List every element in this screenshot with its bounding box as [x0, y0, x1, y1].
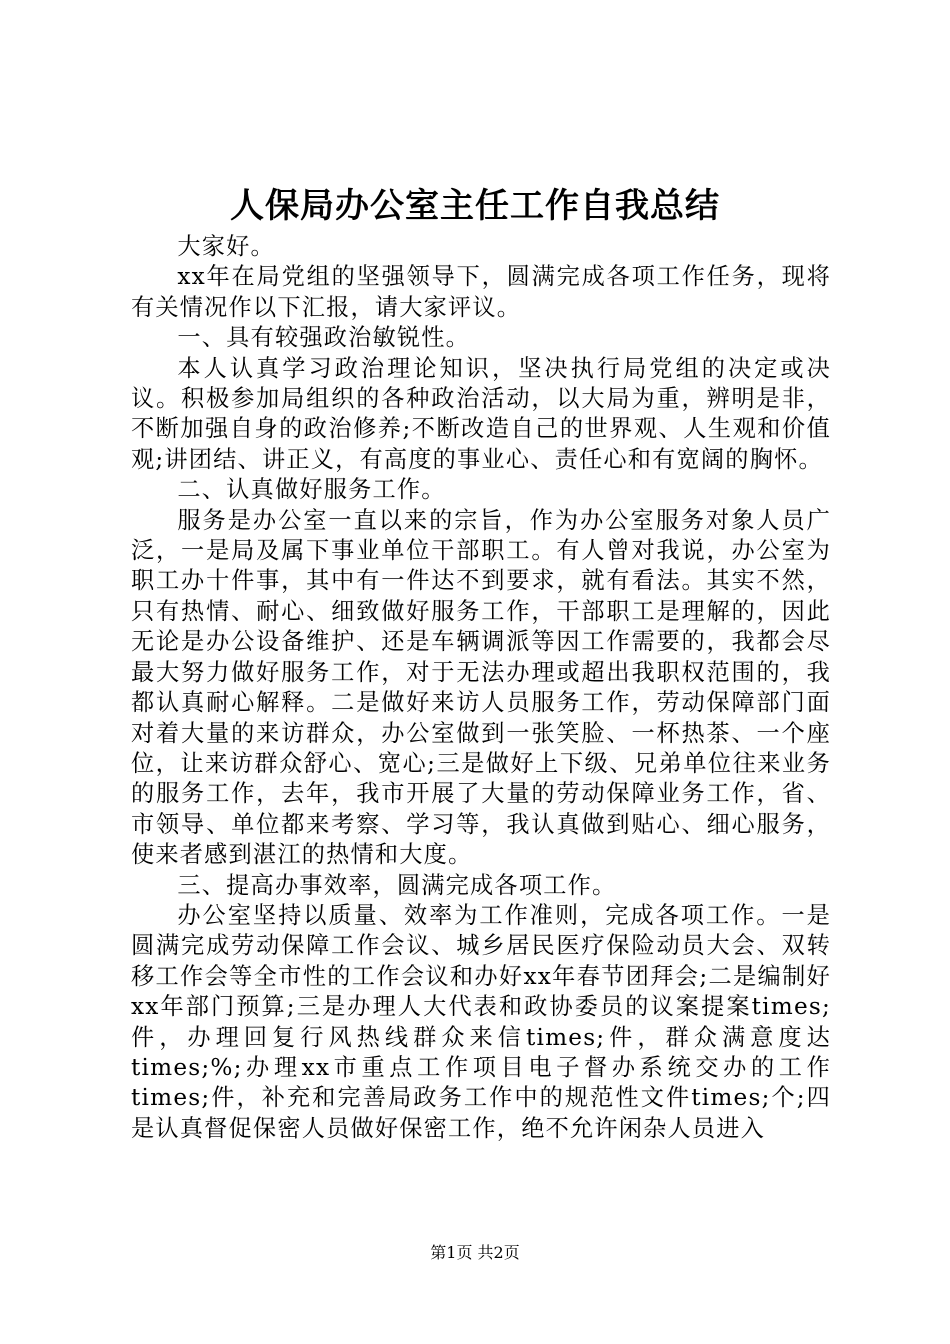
paragraph-section-3: 办公室坚持以质量、效率为工作准则，完成各项工作。一是圆满完成劳动保障工作会议、城乡居民医疗保险动员大会、双转移工作会等全市性的工作会议和办好xx年春节团拜会;二是编制好xx年部门预算;三是办理人大代表和政协委员的议案提案times;件，办理回复行风热线群众来信times;件，群众满意度达times;%;办理xx市重点工作项目电子督办系统交办的工作times;件，补充和完善局政务工作中的规范性文件times;个;四是认真督促保密人员做好保密工作，绝不允许闲杂人员进入 — [131, 901, 831, 1142]
section-heading-2: 二、认真做好服务工作。 — [177, 476, 446, 504]
paragraph-greeting: 大家好。 — [177, 233, 275, 260]
section-heading-1: 一、具有较强政治敏锐性。 — [177, 324, 471, 352]
section-heading-3: 三、提高办事效率，圆满完成各项工作。 — [177, 871, 617, 899]
document-body — [131, 232, 831, 1144]
document-title: 人保局办公室主任工作自我总结 — [230, 186, 720, 226]
paragraph-intro: xx年在局党组的坚强领导下，圆满完成各项工作任务，现将有关情况作以下汇报，请大家评议。 — [131, 263, 831, 321]
paragraph-section-2: 服务是办公室一直以来的宗旨，作为办公室服务对象人员广泛，一是局及属下事业单位干部职工。有人曾对我说，办公室为职工办十件事，其中有一件达不到要求，就有看法。其实不然，只有热情、耐心、细致做好服务工作，干部职工是理解的，因此无论是办公设备维护、还是车辆调派等因工作需要的，我都会尽最大努力做好服务工作，对于无法办理或超出我职权范围的，我都认真耐心解释。二是做好来访人员服务工作，劳动保障部门面对着大量的来访群众，办公室做到一张笑脸、一杯热茶、一个座位，让来访群众舒心、宽心;三是做好上下级、兄弟单位往来业务的服务工作，去年，我市开展了大量的劳动保障业务工作，省、市领导、单位都来考察、学习等，我认真做到贴心、细心服务，使来者感到湛江的热情和大度。 — [131, 506, 831, 869]
paragraph-section-1: 本人认真学习政治理论知识，坚决执行局党组的决定或决议。积极参加局组织的各种政治活动，以大局为重，辨明是非，不断加强自身的政治修养;不断改造自己的世界观、人生观和价值观;讲团结、讲正义，有高度的事业心、责任心和有宽阔的胸怀。 — [131, 354, 831, 473]
page-footer: 第1页 共2页 — [430, 1243, 520, 1262]
